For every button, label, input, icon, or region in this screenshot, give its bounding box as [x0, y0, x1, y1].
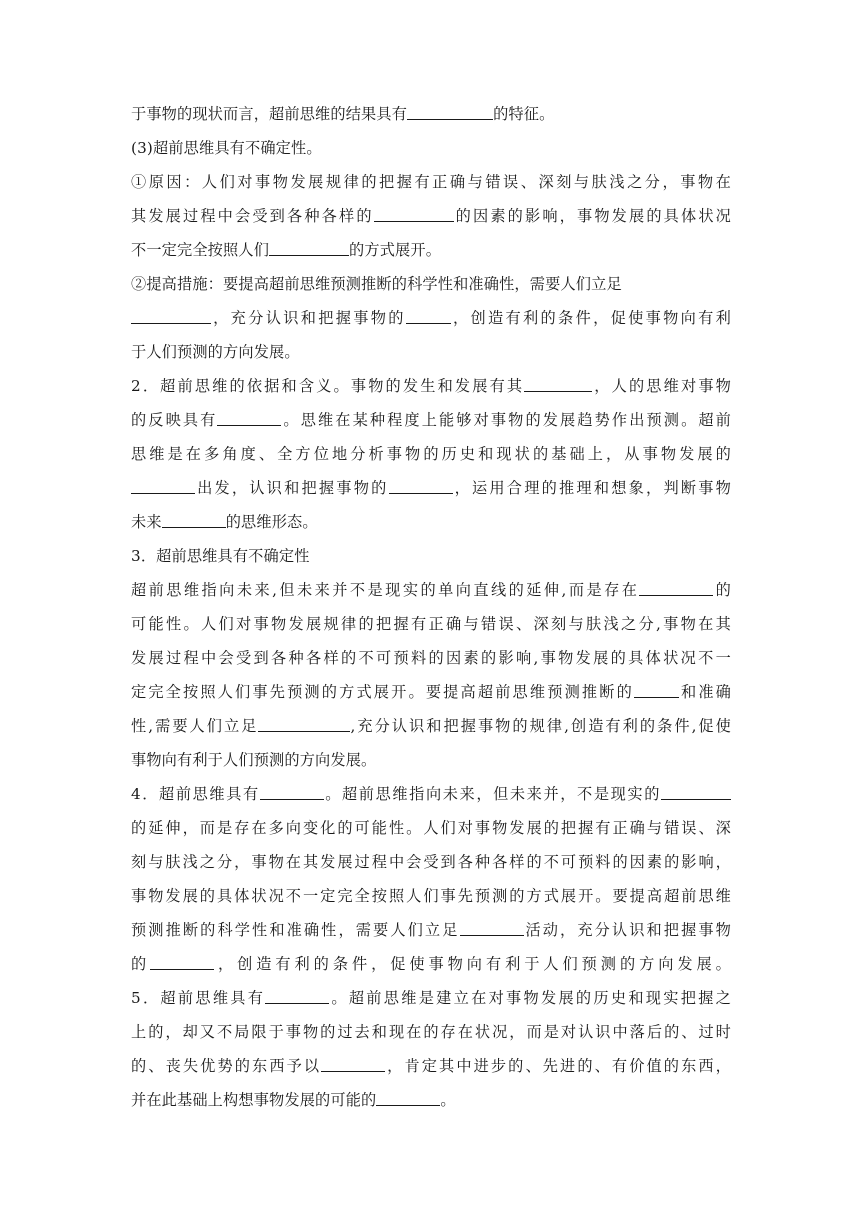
- text-line: [131, 308, 731, 328]
- text-line: [131, 988, 731, 1008]
- fill-in-blank[interactable]: [406, 308, 451, 324]
- text-run: 于人们预测的方向发展。: [131, 343, 300, 361]
- text-run: ，人的思维对事物: [592, 377, 731, 395]
- fill-in-blank[interactable]: [634, 682, 679, 698]
- fill-in-blank[interactable]: [374, 206, 454, 222]
- text-line: [131, 104, 731, 124]
- fill-in-blank[interactable]: [407, 104, 493, 120]
- text-line: [131, 954, 731, 974]
- text-line: [131, 886, 731, 906]
- text-run: (3)超前思维具有不确定性。: [131, 139, 322, 157]
- fill-in-blank[interactable]: [389, 478, 453, 494]
- fill-in-blank[interactable]: [661, 784, 731, 800]
- text-line: [131, 818, 731, 838]
- text-run: 和准确: [678, 683, 731, 701]
- text-run: 其发展过程中会受到各种各样的: [131, 207, 374, 225]
- text-run: 超前思维指向未来,但未来并不是现实的单向直线的延伸,而是存在: [131, 581, 640, 599]
- text-line: [131, 206, 731, 226]
- text-run: 刻与肤浅之分，事物在其发展过程中会受到各种各样的不可预料的因素的影响，: [131, 853, 731, 871]
- text-line: [131, 1090, 731, 1110]
- text-line: [131, 716, 731, 736]
- fill-in-blank[interactable]: [131, 478, 195, 494]
- text-run: 上的，却又不局限于事物的过去和现在的存在状况，而是对认识中落后的、过时: [131, 1023, 731, 1041]
- text-line: [131, 852, 731, 872]
- text-run: 的因素的影响，事物发展的具体状况: [453, 207, 731, 225]
- text-line: [131, 648, 731, 668]
- text-run: 的反映具有: [131, 411, 218, 429]
- text-run: 。思维在某种程度上能够对事物的发展趋势作出预测。超前: [281, 411, 731, 429]
- text-run: ，肯定其中进步的、先进的、有价值的东西，: [385, 1057, 732, 1075]
- fill-in-blank[interactable]: [269, 240, 349, 256]
- fill-in-blank[interactable]: [265, 988, 329, 1004]
- fill-in-blank[interactable]: [639, 580, 713, 596]
- text-run: 可能性。人们对事物发展规律的把握有正确与错误、深刻与肤浅之分,事物在其: [131, 615, 731, 633]
- text-run: 的特征。: [493, 105, 555, 123]
- text-run: 的思维形态。: [225, 513, 318, 531]
- text-line: [131, 444, 731, 464]
- text-line: [131, 1056, 731, 1076]
- text-line: [131, 240, 731, 260]
- text-run: 性,需要人们立足: [131, 717, 259, 735]
- text-run: 的延伸，而是存在多向变化的可能性。人们对事物发展的把握有正确与错误、深: [131, 819, 731, 837]
- text-run: 发展过程中会受到各种各样的不可预料的因素的影响,事物发展的具体状况不一: [131, 649, 731, 667]
- text-run: ②提高措施：要提高超前思维预测推断的科学性和准确性，需要人们立足: [131, 275, 622, 293]
- text-run: 。超前思维指向未来，但未来并，不是现实的: [323, 785, 661, 803]
- text-run: 活动，充分认识和把握事物: [523, 921, 731, 939]
- text-line: [131, 750, 731, 770]
- text-line: [131, 478, 731, 498]
- text-run: 。: [440, 1091, 456, 1109]
- fill-in-blank[interactable]: [460, 920, 524, 936]
- text-line: [131, 274, 731, 294]
- text-run: ，创造有利的条件，促使事物向有利于人们预测的方向发展。: [214, 955, 731, 973]
- text-run: 出发，认识和把握事物的: [195, 479, 389, 497]
- fill-in-blank[interactable]: [321, 1056, 385, 1072]
- fill-in-blank[interactable]: [217, 410, 281, 426]
- text-run: 不一定完全按照人们: [131, 241, 270, 259]
- text-run: 预测推断的科学性和准确性，需要人们立足: [131, 921, 460, 939]
- text-line: [131, 342, 731, 362]
- fill-in-blank[interactable]: [131, 308, 211, 324]
- text-line: [131, 1022, 731, 1042]
- text-run: 。超前思维是建立在对事物发展的历史和现实把握之: [329, 989, 731, 1007]
- text-line: [131, 920, 731, 940]
- fill-in-blank[interactable]: [258, 716, 350, 732]
- text-run: 5．超前思维具有: [131, 989, 266, 1007]
- fill-in-blank[interactable]: [260, 784, 324, 800]
- text-run: ，充分认识和把握事物的: [211, 309, 406, 327]
- text-line: [131, 512, 731, 532]
- fill-in-blank[interactable]: [376, 1090, 440, 1106]
- text-run: 的、丧失优势的东西予以: [131, 1057, 322, 1075]
- text-line: [131, 410, 731, 430]
- text-run: 的: [713, 581, 731, 599]
- text-run: 4．超前思维具有: [131, 785, 260, 803]
- fill-in-blank[interactable]: [150, 954, 214, 970]
- text-run: ，运用合理的推理和想象，判断事物: [452, 479, 732, 497]
- text-line: [131, 580, 731, 600]
- text-run: 的方式展开。: [349, 241, 442, 259]
- text-run: 并在此基础上构想事物发展的可能的: [131, 1091, 377, 1109]
- section-heading: [131, 138, 731, 158]
- text-run: 3．超前思维具有不确定性: [131, 547, 310, 565]
- text-line: [131, 376, 731, 396]
- text-line: [131, 172, 731, 192]
- text-line: [131, 682, 731, 702]
- text-run: 事物向有利于人们预测的方向发展。: [131, 751, 377, 769]
- text-line: [131, 614, 731, 634]
- text-run: 的: [131, 955, 151, 973]
- fill-in-blank[interactable]: [162, 512, 226, 528]
- text-run: 2．超前思维的依据和含义。事物的发生和发展有其: [131, 377, 525, 395]
- text-run: ，创造有利的条件，促使事物向有利: [450, 309, 731, 327]
- text-line: [131, 784, 731, 804]
- fill-in-blank[interactable]: [524, 376, 592, 392]
- section-heading: [131, 546, 731, 566]
- text-run: ,充分认识和把握事物的规律,创造有利的条件,促使: [350, 717, 732, 735]
- text-run: 思维是在多角度、全方位地分析事物的历史和现状的基础上，从事物发展的: [131, 445, 731, 463]
- text-run: 定完全按照人们事先预测的方式展开。要提高超前思维预测推断的: [131, 683, 634, 701]
- text-run: ①原因：人们对事物发展规律的把握有正确与错误、深刻与肤浅之分，事物在: [131, 173, 731, 191]
- text-run: 于事物的现状而言，超前思维的结果具有: [131, 105, 408, 123]
- text-run: 未来: [131, 513, 162, 531]
- text-run: 事物发展的具体状况不一定完全按照人们事先预测的方式展开。要提高超前思维: [131, 887, 731, 905]
